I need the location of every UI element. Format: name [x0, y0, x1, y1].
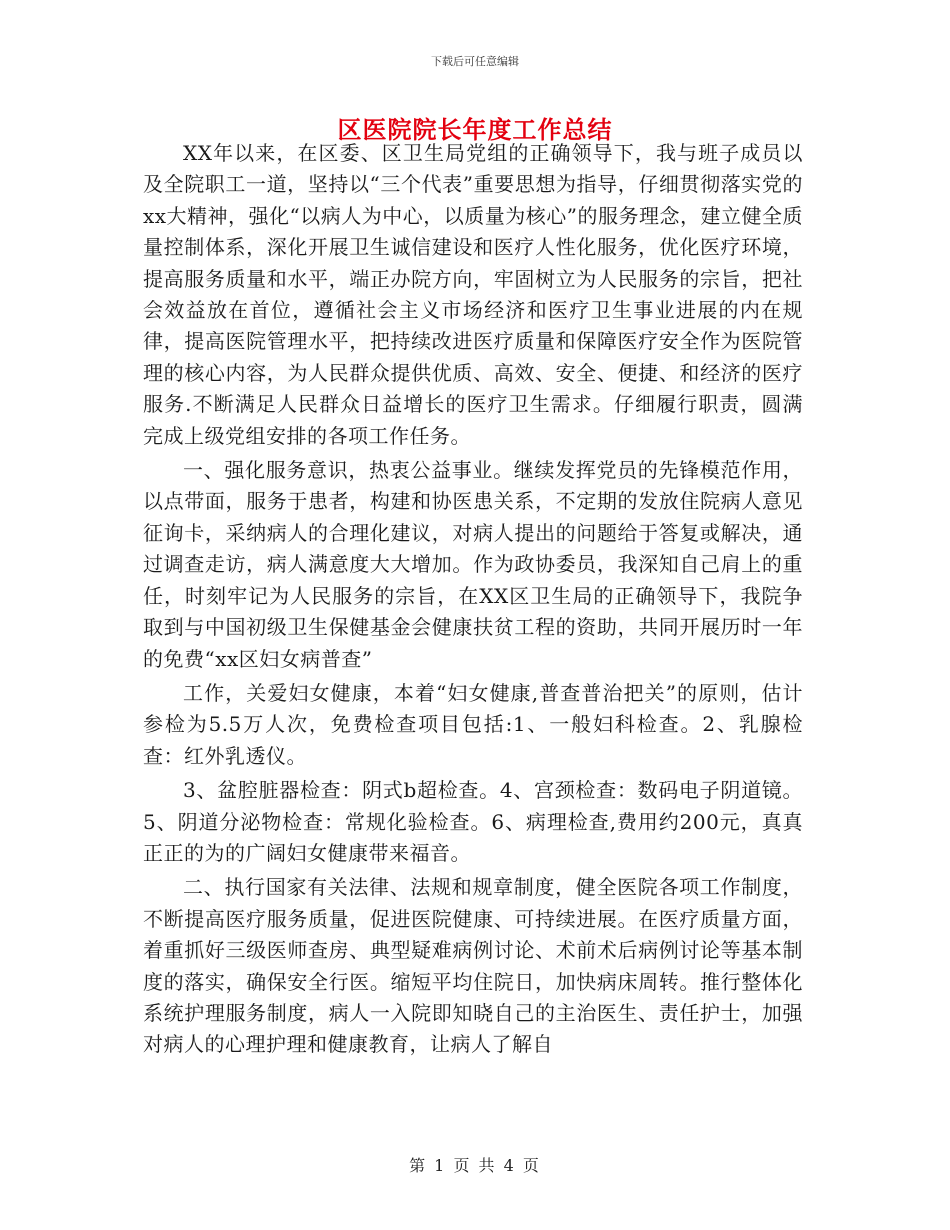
paragraph-section-1-cont: 工作，关爱妇女健康，本着“妇女健康,普查普治把关”的原则，估计参检为5.5万人次，免费检查项目包括:1、一般妇科检查。2、乳腺检查：红外乳透仪。 [143, 680, 803, 768]
paragraph-section-2: 二、执行国家有关法律、法规和规章制度，健全医院各项工作制度，不断提高医疗服务质量，促进医院健康、可持续进展。在医疗质量方面，着重抓好三级医师查房、典型疑难病例讨论、术前术后病例讨论等基本制度的落实，确保安全行医。缩短平均住院日，加快病床周转。推行整体化系统护理服务制度，病人一入院即知晓自己的主治医生、责任护士，加强对病人的心理护理和健康教育，让病人了解自 [143, 875, 803, 1057]
page-number-footer: 第 1 页 共 4 页 [409, 1156, 541, 1175]
paragraph-section-1: 一、强化服务意识，热衷公益事业。继续发挥党员的先锋模范作用，以点带面，服务于患者，构建和协医患关系，不定期的发放住院病人意见征询卡，采纳病人的合理化建议，对病人提出的问题给于答复或解决，通过调查走访，病人满意度大大增加。作为政协委员，我深知自己肩上的重任，时刻牢记为人民服务的宗旨，在XX区卫生局的正确领导下，我院争取到与中国初级卫生保健基金会健康扶贫工程的资助，共同开展历时一年的免费“xx区妇女病普查” [143, 458, 803, 671]
paragraph-intro: XX年以来，在区委、区卫生局党组的正确领导下，我与班子成员以及全院职工一道，坚持以“三个代表”重要思想为指导，仔细贯彻落实党的xx大精神，强化“以病人为中心，以质量为核心”的服务理念，建立健全质量控制体系，深化开展卫生诚信建设和医疗人性化服务，优化医疗环境，提高服务质量和水平，端正办院方向，牢固树立为人民服务的宗旨，把社会效益放在首位，遵循社会主义市场经济和医疗卫生事业进展的内在规律，提高医院管理水平，把持续改进医疗质量和保障医疗安全作为医院管理的核心内容，为人民群众提供优质、高效、安全、便捷、和经济的医疗服务.不断满足人民群众日益增长的医疗卫生需求。仔细履行职责，圆满完成上级党组安排的各项工作任务。 [143, 141, 804, 448]
document-body [143, 138, 803, 1061]
document-title: 区医院院长年度工作总结 [337, 115, 613, 144]
paragraph-exam-items: 3、盆腔脏器检查：阴式b超检查。4、宫颈检查：数码电子阴道镜。5、阴道分泌物检查：常规化验检查。6、病理检查,费用约200元，真真正正的为的广阔妇女健康带来福音。 [143, 778, 803, 865]
page-header-note: 下载后可任意编辑 [431, 55, 519, 68]
